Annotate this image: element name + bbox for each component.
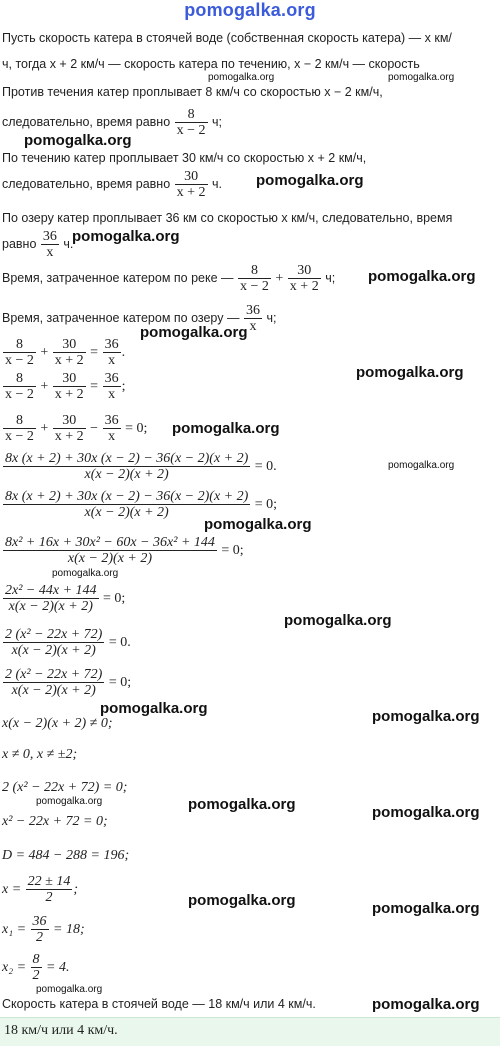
watermark: pomogalka.org [388,72,455,83]
fraction-den: x + 2 [54,353,84,369]
fraction-num: 2 (x² − 22x + 72) [5,627,103,643]
equation-line: $\frac{8}{x - 2}$ + $\frac{30}{x + 2}$ = $\frac{36}{x}$ . [5,337,126,369]
fraction-num: 8x (x + 2) + 30x (x − 2) − 36(x − 2)(x + 2) [5,451,249,467]
fraction-num: 2 (x² − 22x + 72) [5,667,103,683]
math-line [2,872,78,908]
fraction [53,337,86,368]
equation-rhs: = 0; [108,675,132,690]
fraction-num: 30 [288,263,321,279]
equation-line: $\frac{8}{x - 2}$ + $\frac{30}{x + 2}$ = $\frac{36}{x}$ ; [5,371,126,403]
fraction-num: 22 ± 14 [27,874,71,890]
fraction [103,337,121,368]
fraction-num: 30 [53,413,86,429]
watermark: pomogalka.org [36,796,103,807]
watermark: pomogalka.org [36,984,103,995]
fraction-den: x [108,429,116,445]
fraction-num: 2x² − 44x + 144 [5,583,97,599]
math-fragment: ; [73,882,79,897]
fraction-den: x − 2 [5,353,34,369]
fraction [175,107,208,138]
fraction-den: x − 2 [5,429,34,445]
fraction-den: x(x − 2)(x + 2) [84,505,169,521]
fraction-den: x(x − 2)(x + 2) [8,599,93,615]
plus-sign: + [40,345,49,360]
watermark: pomogalka.org [372,708,480,725]
math-fragment: x₂ = [2,960,27,975]
conclusion-line: Скорость катера в стоячей воде — 18 км/ч или 4 км/ч. [2,997,316,1011]
math-line: x(x − 2)(x + 2) ≠ 0; [2,716,113,731]
fraction [3,413,36,444]
math-line [2,950,69,986]
equation-line [2,448,277,485]
fraction-num: 36 [245,303,260,319]
equation-rhs: = 0; [125,421,148,436]
fraction-num: 36 [104,337,119,353]
watermark: pomogalka.org [52,568,119,579]
watermark: pomogalka.org [204,516,312,533]
watermark: pomogalka.org [140,324,248,341]
fraction [31,952,42,983]
math-fragment: x₁ = [2,922,27,937]
fraction [103,371,121,402]
fraction-den: x + 2 [176,185,206,201]
watermark: pomogalka.org [100,700,208,717]
fraction-den: x [108,387,116,403]
math-line: D = 484 − 288 = 196; [2,848,130,863]
fraction-num: 8 [175,107,208,123]
fraction [53,371,86,402]
river-time-line [2,260,335,297]
fraction-den: x(x − 2)(x + 2) [11,643,96,659]
fraction [31,914,49,945]
text-fragment: ч; [266,311,277,325]
watermark: pomogalka.org [24,132,132,149]
minus-sign: − [90,421,102,436]
math-line [2,912,85,948]
text-line: Против течения катер проплывает 8 км/ч со скоростью x − 2 км/ч, [2,85,383,99]
watermark: pomogalka.org [172,420,280,437]
text-line: ч, тогда x + 2 км/ч — скорость катера по течению, x − 2 км/ч — скорость [2,57,420,71]
equation-line [2,624,131,661]
fraction-den: x [46,245,54,261]
fraction [26,874,73,905]
text-fragment: равно [2,237,37,251]
equation-rhs: = 0. [108,635,131,650]
fraction [238,263,271,294]
text-fragment: следовательно, время равно [2,115,171,129]
fraction-num: 8 [3,337,36,353]
fraction-den: x + 2 [289,279,319,295]
fraction-num: 30 [53,337,86,353]
equation-line [2,664,131,701]
fraction-num: 8 [3,371,36,387]
fraction-den: 2 [36,930,44,946]
text-line: Пусть скорость катера в стоячей воде (собственная скорость катера) — x км/ [2,31,452,45]
fraction-den: 2 [32,968,40,984]
text-fragment: Время, затраченное катером по озеру — [2,311,240,325]
text-fragment: Время, затраченное катером по реке — [2,271,234,285]
fraction-den: x(x − 2)(x + 2) [11,683,96,699]
fraction-den: x + 2 [54,387,84,403]
fraction-num: 36 [104,371,119,387]
fraction-num: 8 [32,952,40,968]
watermark: pomogalka.org [388,460,455,471]
fraction-num: 36 [42,229,57,245]
math-line: x² − 22x + 72 = 0; [2,814,108,829]
text-line: По озеру катер проплывает 36 км со скоростью x км/ч, следовательно, время [2,211,453,225]
fraction-den: 2 [45,890,53,906]
plus-sign: + [40,421,49,436]
text-fragment: следовательно, время равно [2,177,171,191]
watermark: pomogalka.org [72,228,180,245]
equation-rhs: = 0. [254,459,277,474]
equals-sign: = [90,345,99,360]
fraction-num: 30 [53,371,86,387]
fraction [53,413,86,444]
math-fragment: x = [2,882,22,897]
answer-box [0,1017,500,1046]
fraction-num: 36 [104,413,119,429]
watermark: pomogalka.org [188,892,296,909]
answer-text: 18 км/ч или 4 км/ч. [4,1023,118,1038]
watermark: pomogalka.org [372,996,480,1013]
equation-rhs: = 0; [254,497,278,512]
text-fragment: ч; [212,115,223,129]
fraction-num: 30 [175,169,208,185]
fraction-den: x − 2 [5,387,34,403]
equation-rhs: = 0; [221,543,244,558]
fraction [288,263,321,294]
fraction-num: 8 [238,263,271,279]
fraction [175,169,208,200]
fraction [41,229,59,260]
math-line: x ≠ 0, x ≠ ±2; [2,747,78,762]
fraction-den: x [108,353,116,369]
equation-line [2,532,244,569]
watermark: pomogalka.org [256,172,364,189]
equation-line [2,410,147,447]
fraction-den: x(x − 2)(x + 2) [67,551,153,567]
equals-sign: = [90,379,99,394]
watermark: pomogalka.org [284,612,392,629]
time-downstream-line [2,166,222,202]
fraction [3,337,36,368]
fraction-den: x − 2 [176,123,206,139]
fraction [3,583,99,614]
math-fragment: = 4. [46,960,70,975]
text-fragment: ч. [212,177,223,191]
fraction [3,535,217,566]
fraction-num: 8 [3,413,36,429]
fraction-den: x [249,319,257,335]
fraction [3,667,104,698]
watermark: pomogalka.org [372,804,480,821]
text-fragment: ч; [325,271,336,285]
time-lake-line [2,226,73,262]
fraction-num: 8x (x + 2) + 30x (x − 2) − 36(x − 2)(x + 2) [5,489,249,505]
site-header[interactable]: pomogalka.org [184,0,316,20]
fraction-num: 36 [32,914,47,930]
text-fragment: ч. [63,237,74,251]
fraction-den: x − 2 [240,279,269,295]
fraction [3,371,36,402]
fraction-den: x(x − 2)(x + 2) [84,467,169,483]
watermark: pomogalka.org [372,900,480,917]
plus-sign: + [40,379,49,394]
fraction-num: 8x² + 16x + 30x² − 60x − 36x² + 144 [5,535,215,551]
plus-sign: + [275,271,284,286]
fraction [3,451,250,482]
math-line: 2 (x² − 22x + 72) = 0; [2,780,128,795]
watermark: pomogalka.org [356,364,464,381]
fraction [103,413,121,444]
fraction [3,627,104,658]
equation-line [2,580,125,617]
watermark: pomogalka.org [188,796,296,813]
equation-rhs: = 0; [103,591,126,606]
fraction-den: x + 2 [54,429,84,445]
math-fragment: = 18; [53,922,85,937]
watermark: pomogalka.org [208,72,275,83]
text-line: По течению катер проплывает 30 км/ч со скоростью x + 2 км/ч, [2,151,367,165]
watermark: pomogalka.org [368,268,476,285]
